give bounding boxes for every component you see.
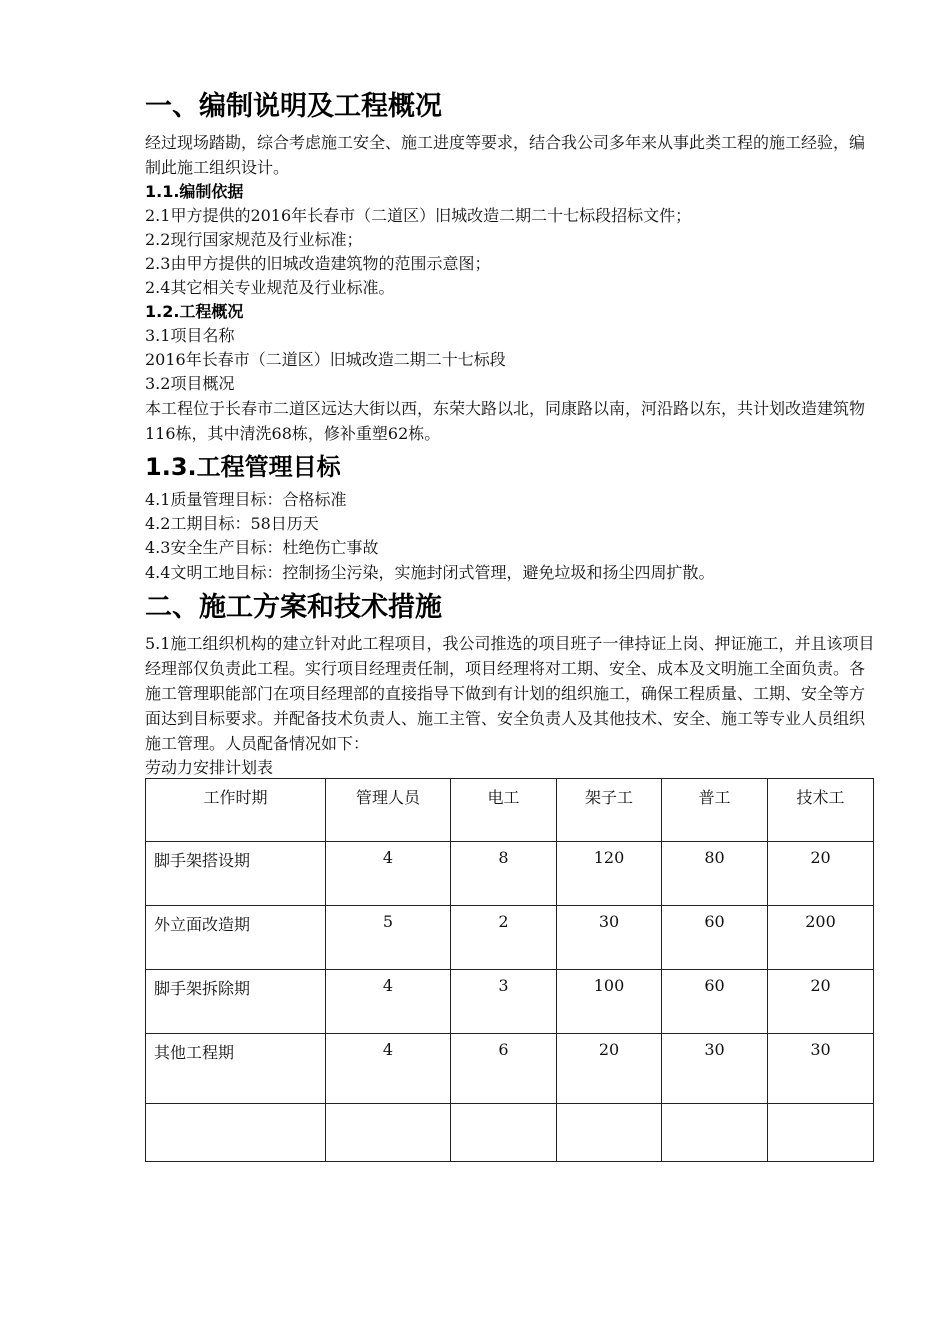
table-cell: 30 <box>662 1034 768 1104</box>
table-cell: 8 <box>451 842 557 906</box>
basis-item: 2.4其它相关专业规范及行业标准。 <box>145 278 395 297</box>
table-cell: 20 <box>768 842 874 906</box>
table-cell: 60 <box>662 906 768 970</box>
table-cell: 80 <box>662 842 768 906</box>
basis-heading: 1.1.编制依据 <box>145 182 244 201</box>
table-cell: 20 <box>557 1034 662 1104</box>
project-name-value: 2016年长春市（二道区）旧城改造二期二十七标段 <box>145 350 506 369</box>
labor-plan-table <box>145 778 874 1162</box>
table-cell: 5 <box>326 906 451 970</box>
table-row <box>146 842 874 906</box>
header-cell: 技术工 <box>768 779 874 842</box>
table-cell: 3 <box>451 970 557 1034</box>
basis-item: 2.2现行国家规范及行业标准； <box>145 230 363 249</box>
period-cell: 外立面改造期 <box>146 906 326 970</box>
goal-item: 4.4文明工地目标：控制扬尘污染，实施封闭式管理，避免垃圾和扬尘四周扩散。 <box>145 563 715 582</box>
table-cell: 4 <box>326 970 451 1034</box>
header-cell: 架子工 <box>557 779 662 842</box>
project-summary-label: 3.2项目概况 <box>145 374 235 393</box>
organization-paragraph: 5.1施工组织机构的建立针对此工程项目，我公司推选的项目班子一律持证上岗、押证施工，并且该项目经理部仅负责此工程。实行项目经理责任制，项目经理将对工期、安全、成本及文明施工全面负责。各施工管理职能部门在项目经理部的直接指导下做到有计划的组织施工，确保工程质量、工期、安全等方面达到目标要求。并配备技术负责人、施工主管、安全负责人及其他技术、安全、施工等专业人员组织施工管理。人员配备情况如下： <box>145 634 875 753</box>
table-row-empty <box>146 1104 874 1162</box>
header-cell: 普工 <box>662 779 768 842</box>
period-cell: 脚手架搭设期 <box>146 842 326 906</box>
table-cell: 60 <box>662 970 768 1034</box>
period-cell <box>146 1104 326 1162</box>
table-header-row <box>146 779 874 842</box>
goals-heading: 1.3.工程管理目标 <box>145 453 341 481</box>
table-cell <box>326 1104 451 1162</box>
header-cell: 管理人员 <box>326 779 451 842</box>
basis-item: 2.1甲方提供的2016年长春市（二道区）旧城改造二期二十七标段招标文件； <box>145 206 692 225</box>
table-cell <box>451 1104 557 1162</box>
goal-item: 4.2工期目标：58日历天 <box>145 514 319 533</box>
table-cell: 120 <box>557 842 662 906</box>
overview-heading: 1.2.工程概况 <box>145 302 244 321</box>
period-cell: 其他工程期 <box>146 1034 326 1104</box>
section1-heading: 一、编制说明及工程概况 <box>145 91 442 122</box>
intro-paragraph: 经过现场踏勘，综合考虑施工安全、施工进度等要求，结合我公司多年来从事此类工程的施工经验，编制此施工组织设计。 <box>145 133 866 177</box>
basis-item: 2.3由甲方提供的旧城改造建筑物的范围示意图； <box>145 254 491 273</box>
table-cell: 30 <box>768 1034 874 1104</box>
table-row <box>146 1034 874 1104</box>
table-cell <box>768 1104 874 1162</box>
header-cell: 电工 <box>451 779 557 842</box>
section2-heading: 二、施工方案和技术措施 <box>145 592 442 623</box>
table-cell: 2 <box>451 906 557 970</box>
table-row <box>146 970 874 1034</box>
table-cell: 100 <box>557 970 662 1034</box>
document-page <box>145 88 875 1162</box>
table-cell: 4 <box>326 842 451 906</box>
table-cell <box>662 1104 768 1162</box>
table-cell: 4 <box>326 1034 451 1104</box>
table-cell: 30 <box>557 906 662 970</box>
table-row <box>146 906 874 970</box>
goal-item: 4.3安全生产目标：杜绝伤亡事故 <box>145 538 379 557</box>
project-name-label: 3.1项目名称 <box>145 326 235 345</box>
table-cell <box>557 1104 662 1162</box>
period-cell: 脚手架拆除期 <box>146 970 326 1034</box>
table-cell: 20 <box>768 970 874 1034</box>
goal-item: 4.1质量管理目标：合格标准 <box>145 490 347 509</box>
project-summary-text: 本工程位于长春市二道区远达大街以西，东荣大路以北，同康路以南，河沿路以东，共计划改造建筑物116栋，其中清洗68栋，修补重塑62栋。 <box>145 399 866 443</box>
table-cell: 200 <box>768 906 874 970</box>
table-cell: 6 <box>451 1034 557 1104</box>
table-caption: 劳动力安排计划表 <box>145 758 274 777</box>
header-cell: 工作时期 <box>146 779 326 842</box>
